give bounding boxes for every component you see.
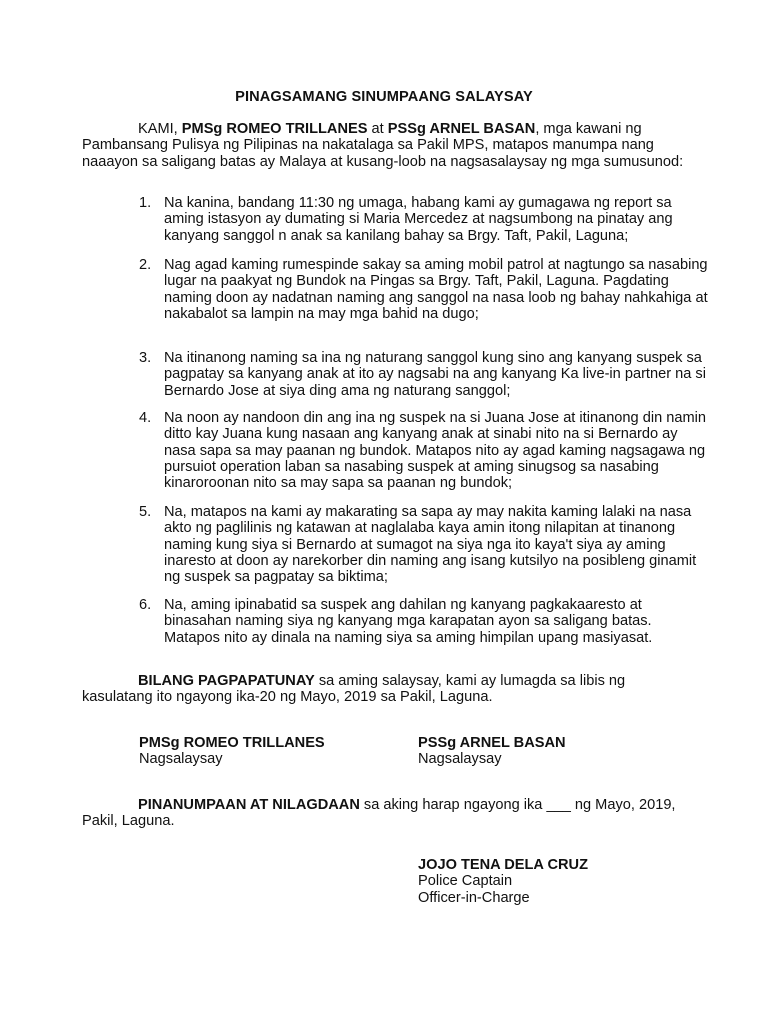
item-text: Na noon ay nandoon din ang ina ng suspek na si Juana Jose at itinanong din namin ditto kay Juana kung nasaan ang kanyang anak at sinabi nito na si Bernardo ay nasa sapa sa may paanan ng bundok. Matapos nito ay agad kaming nagsagawa ng pursuiot operation laban sa nasabing suspek at aming sinugsog sa nasabing kinaroroonan nito sa may sapa sa paanan ng bundok; — [164, 410, 706, 492]
item-number: 2. — [139, 257, 152, 273]
jurat-rest: sa aking harap ngayong ika ___ ng Mayo, 2019, Pakil, Laguna. — [82, 797, 676, 830]
document-title: PINAGSAMANG SINUMPAANG SALAYSAY — [235, 89, 533, 105]
item-text: Nag agad kaming rumespinde sakay sa aming mobil patrol at nagtungo sa nasabing lugar na paakyat ng Bundok na Pingas sa Brgy. Taft, Pakil, Laguna. Pagdating naming doon ay nadatnan naming ang sanggol na nasa loob ng bahay nahkahiga at nakabalot sa lampin na may mga bahid na dugo; — [164, 257, 708, 322]
affiant-2-name: PSSg ARNEL BASAN — [387, 121, 536, 137]
jurat-lead: PINANUMPAAN AT NILAGDAAN — [138, 797, 360, 813]
attestation-rest: sa aming salaysay, kami ay lumagda sa libis ng kasulatang ito ngayong ika-20 ng Mayo, 2019 sa Pakil, Laguna. — [82, 673, 626, 706]
officer-name: JOJO TENA DELA CRUZ — [418, 857, 589, 873]
item-text: Na itinanong naming sa ina ng naturang sanggol kung sino ang kanyang suspek sa pagpatay sa kanyang anak at ito ay nagsabi na ang kanyang Ka live-in partner na si Bernardo Jose at siya ding ama ng naturang sanggol; — [164, 350, 706, 399]
signatory-name: PSSg ARNEL BASAN — [418, 735, 566, 751]
item-number: 5. — [139, 504, 152, 520]
signatory-role: Nagsalaysay — [139, 751, 223, 768]
intro-paragraph — [82, 121, 688, 170]
item-number: 6. — [139, 597, 152, 613]
item-text: Na, matapos na kami ay makarating sa sapa ay may nakita kaming lalaki na nasa akto ng paglilinis ng katawan at naglalaba kaya amin itong nilapitan at tinanong naming kung siya si Bernardo at sumagot na siya nga ito kaya't siya ay aming inaresto at doon ay narekorber din naming ang isang kutsilyo na posibleng ginamit ng suspek sa pagpatay sa biktima; — [164, 504, 697, 586]
officer-rank: Police Captain — [418, 873, 513, 890]
jurat-paragraph — [82, 797, 688, 830]
item-number: 1. — [139, 195, 152, 211]
item-text: Na, aming ipinabatid sa suspek ang dahilan ng kanyang pagkakaaresto at binasahan naming siya ng kanyang mga karapatan ayon sa saligang batas. Matapos nito ay dinala na naming siya sa aming himpilan upang masiyasat. — [164, 597, 653, 646]
signatory-role: Nagsalaysay — [418, 751, 502, 768]
intro-prefix: KAMI, — [138, 121, 182, 137]
signatory-name: PMSg ROMEO TRILLANES — [139, 735, 325, 751]
intro-rest: , mga kawani ng Pambansang Pulisya ng Pilipinas na nakatalaga sa Pakil MPS, matapos manumpa nang naaayon sa saligang batas ay Malaya at kusang-loob na nagsasalaysay ng mga sumusunod: — [82, 121, 684, 170]
attestation-lead: BILANG PAGPAPATUNAY — [138, 673, 315, 689]
affiant-1-name: PMSg ROMEO TRILLANES — [181, 121, 368, 137]
intro-connector: at — [367, 121, 388, 137]
item-number: 4. — [139, 410, 152, 426]
signatory-1 — [139, 735, 325, 768]
item-text: Na kanina, bandang 11:30 ng umaga, habang kami ay gumagawa ng report sa aming istasyon ay dumating si Maria Mercedez at nagsumbong na pinatay ang kanyang sanggol n anak sa kanilang bahay sa Brgy. Taft, Pakil, Laguna; — [164, 195, 673, 244]
signatory-2 — [418, 735, 566, 768]
item-number: 3. — [139, 350, 152, 366]
attestation-paragraph — [82, 673, 688, 706]
officer-position: Officer-in-Charge — [418, 889, 530, 906]
administering-officer — [418, 857, 588, 906]
